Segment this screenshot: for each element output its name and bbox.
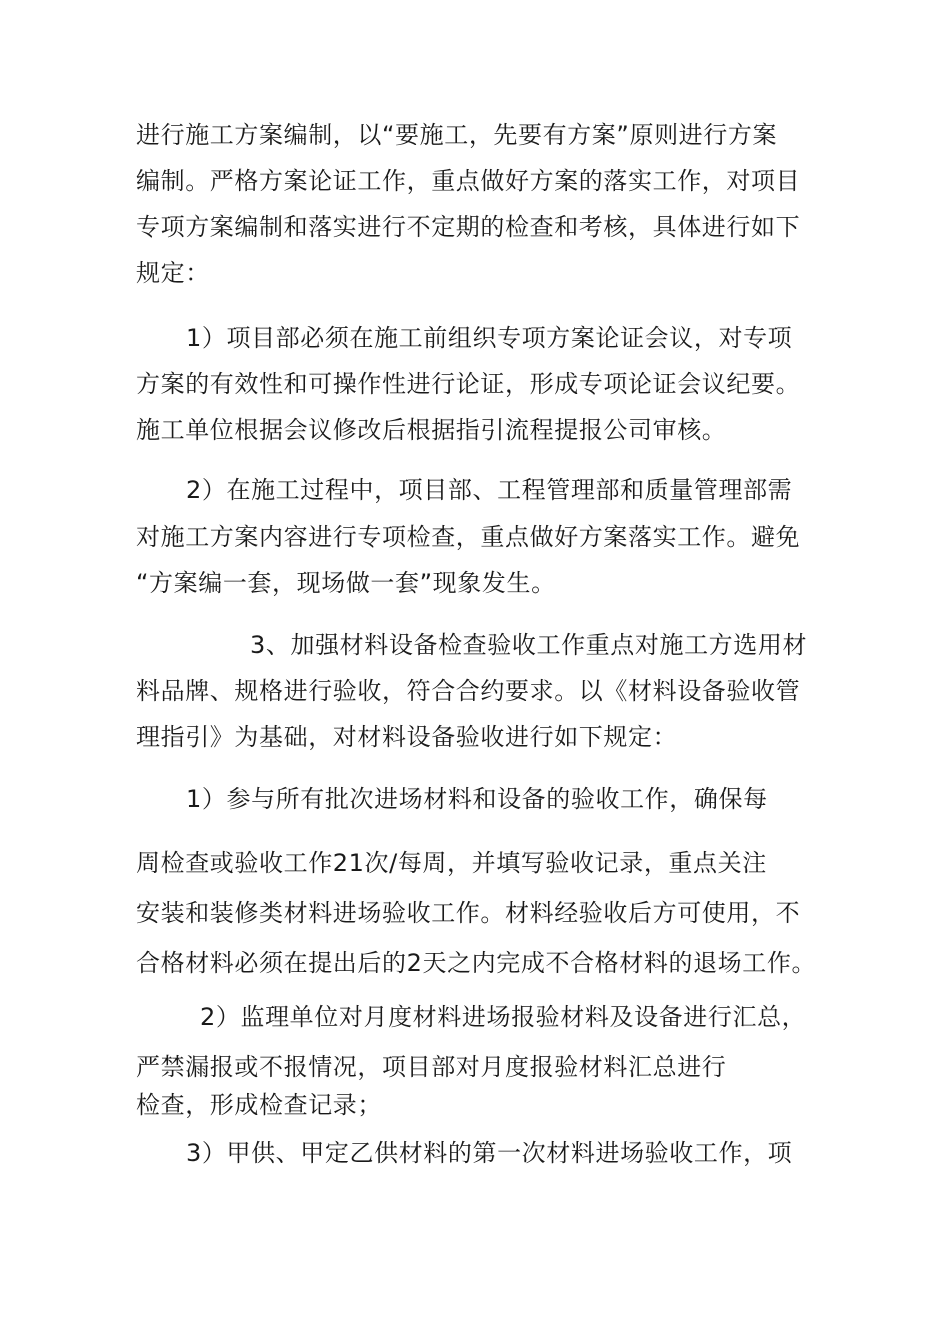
section-heading-line: 3、加强材料设备检查验收工作重点对施工方选用材 [250, 631, 808, 659]
list-item-line: 2）在施工过程中，项目部、工程管理部和质量管理部需 [186, 476, 793, 504]
list-item-line: 1）参与所有批次进场材料和设备的验收工作，确保每 [186, 785, 768, 813]
paragraph-line: “方案编一套，现场做一套”现象发生。 [136, 569, 556, 597]
paragraph-line: 合格材料必须在提出后的2天之内完成不合格材料的退场工作。 [136, 949, 817, 977]
paragraph-line: 进行施工方案编制，以“要施工，先要有方案”原则进行方案 [136, 121, 778, 149]
paragraph-line: 检查，形成检查记录； [136, 1091, 382, 1119]
paragraph-line: 周检查或验收工作21次/每周，并填写验收记录，重点关注 [136, 849, 767, 877]
paragraph-line: 安装和装修类材料进场验收工作。材料经验收后方可使用，不 [136, 899, 801, 927]
list-item-line: 3）甲供、甲定乙供材料的第一次材料进场验收工作，项 [186, 1139, 793, 1167]
paragraph-line: 料品牌、规格进行验收，符合合约要求。以《材料设备验收管 [136, 677, 801, 705]
paragraph-line: 规定： [136, 259, 210, 287]
paragraph-line: 方案的有效性和可操作性进行论证，形成专项论证会议纪要。 [136, 370, 801, 398]
paragraph-line: 施工单位根据会议修改后根据指引流程提报公司审核。 [136, 416, 727, 444]
paragraph-line: 编制。严格方案论证工作，重点做好方案的落实工作，对项目 [136, 167, 801, 195]
paragraph-line: 理指引》为基础，对材料设备验收进行如下规定： [136, 723, 678, 751]
paragraph-line: 对施工方案内容进行专项检查，重点做好方案落实工作。避免 [136, 523, 801, 551]
list-item-line: 1）项目部必须在施工前组织专项方案论证会议，对专项 [186, 324, 793, 352]
paragraph-line: 严禁漏报或不报情况，项目部对月度报验材料汇总进行 [136, 1053, 727, 1081]
paragraph-line: 专项方案编制和落实进行不定期的检查和考核，具体进行如下 [136, 213, 801, 241]
list-item-line: 2）监理单位对月度材料进场报验材料及设备进行汇总， [200, 1003, 807, 1031]
